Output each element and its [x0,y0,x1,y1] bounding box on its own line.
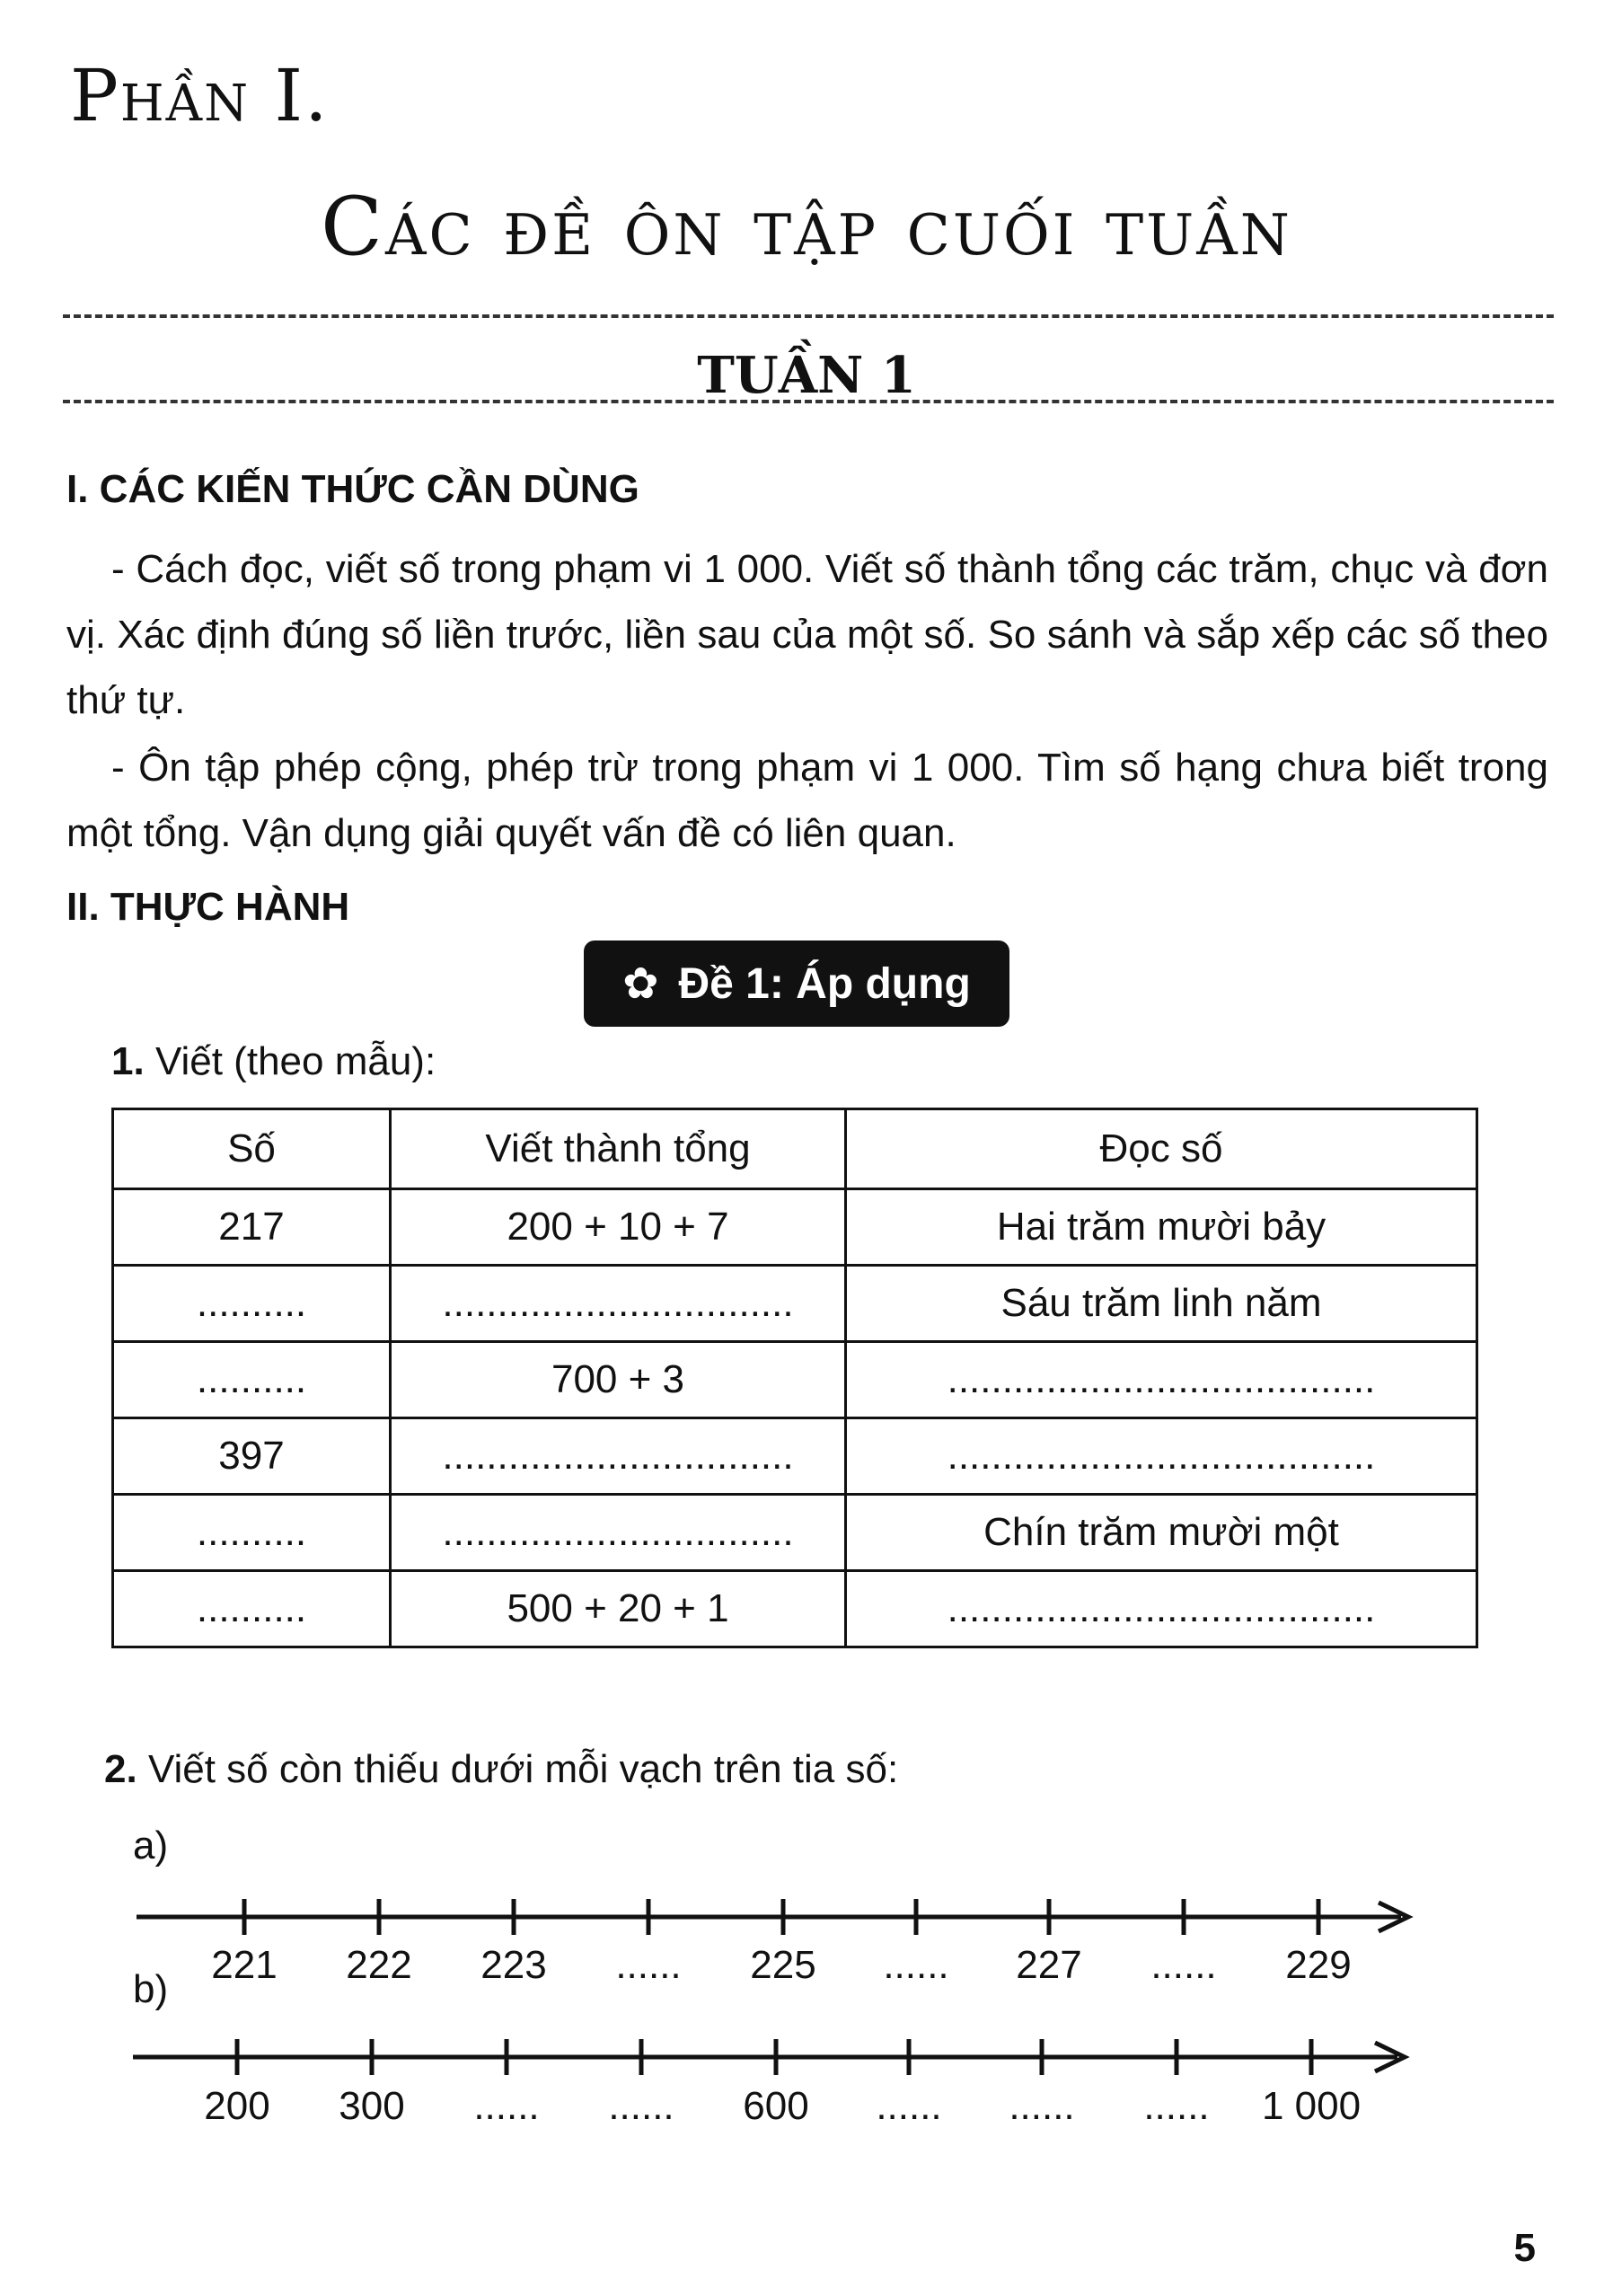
cell-number[interactable]: .......... [113,1571,391,1647]
cell-number: 217 [113,1189,391,1266]
tick-label: 227 [1016,1943,1082,1987]
tick-label[interactable]: ...... [1150,1943,1217,1987]
tick-label: 600 [743,2084,809,2128]
paragraph-1: - Cách đọc, viết số trong phạm vi 1 000. Viết số thành tổng các trăm, chục và đơn vị. Xác định đúng số liền trước, liền sau của một số. So sánh và sắp xếp các số theo thứ tự. [66,547,1548,722]
question-2-text: Viết số còn thiếu dưới mỗi vạch trên tia số: [147,1747,899,1791]
week-title: TUẦN 1 [697,346,916,405]
cell-number[interactable]: .......... [113,1266,391,1342]
question-2-number: 2. [104,1747,137,1791]
tick-label: 222 [346,1943,412,1987]
cell-sum[interactable]: ................................ [391,1495,846,1571]
question-1-number: 1. [111,1039,145,1083]
cell-reading: Sáu trăm linh năm [846,1266,1477,1342]
cell-number[interactable]: .......... [113,1495,391,1571]
tick-label[interactable]: ...... [1009,2084,1075,2128]
main-title: Các đề ôn tập cuối tuần [321,180,1292,274]
page-number: 5 [1513,2226,1536,2270]
cell-sum: 200 + 10 + 7 [391,1189,846,1266]
cell-reading: Hai trăm mười bảy [846,1189,1477,1266]
tick-label[interactable]: ...... [473,2084,540,2128]
tick-label[interactable]: ...... [1143,2084,1210,2128]
number-line-a-label: a) [133,1824,169,1868]
tick-label: 1 000 [1261,2084,1362,2128]
number-line-a [137,1899,1408,1935]
header-number: Số [113,1109,391,1189]
tick-label: 223 [480,1943,547,1987]
cell-sum: 700 + 3 [391,1342,846,1418]
cell-number: 397 [113,1418,391,1495]
tick-label: 229 [1285,1943,1352,1987]
cell-sum[interactable]: ................................ [391,1266,846,1342]
tick-label[interactable]: ...... [876,2084,942,2128]
cell-reading[interactable]: ....................................... [846,1418,1477,1495]
tick-label: 200 [204,2084,270,2128]
tick-label: 225 [750,1943,816,1987]
number-line-b-label: b) [133,1967,169,2011]
part-label: Phần I. [70,54,330,137]
tick-label[interactable]: ...... [608,2084,674,2128]
number-line-b [133,2039,1405,2075]
exercise-badge-label: Đề 1: Áp dụng [678,959,971,1008]
paragraph-2: - Ôn tập phép cộng, phép trừ trong phạm vi 1 000. Tìm số hạng chưa biết trong một tổng. Vận dụng giải quyết vấn đề có liên quan. [66,746,1548,855]
cell-reading[interactable]: ....................................... [846,1342,1477,1418]
header-reading: Đọc số [846,1109,1477,1189]
header-sum: Viết thành tổng [391,1109,846,1189]
cell-reading[interactable]: ....................................... [846,1571,1477,1647]
cell-reading: Chín trăm mười một [846,1495,1477,1571]
section-heading-knowledge: I. CÁC KIẾN THỨC CẦN DÙNG [66,467,639,511]
cell-sum[interactable]: ................................ [391,1418,846,1495]
cell-sum: 500 + 20 + 1 [391,1571,846,1647]
section-heading-practice: II. THỰC HÀNH [66,885,350,929]
tick-label[interactable]: ...... [883,1943,949,1987]
tick-label: 300 [339,2084,405,2128]
flower-icon: ✿ [622,960,659,1008]
question-1-text: Viết (theo mẫu): [154,1039,436,1083]
cell-number[interactable]: .......... [113,1342,391,1418]
tick-label[interactable]: ...... [615,1943,682,1987]
tick-label: 221 [211,1943,278,1987]
